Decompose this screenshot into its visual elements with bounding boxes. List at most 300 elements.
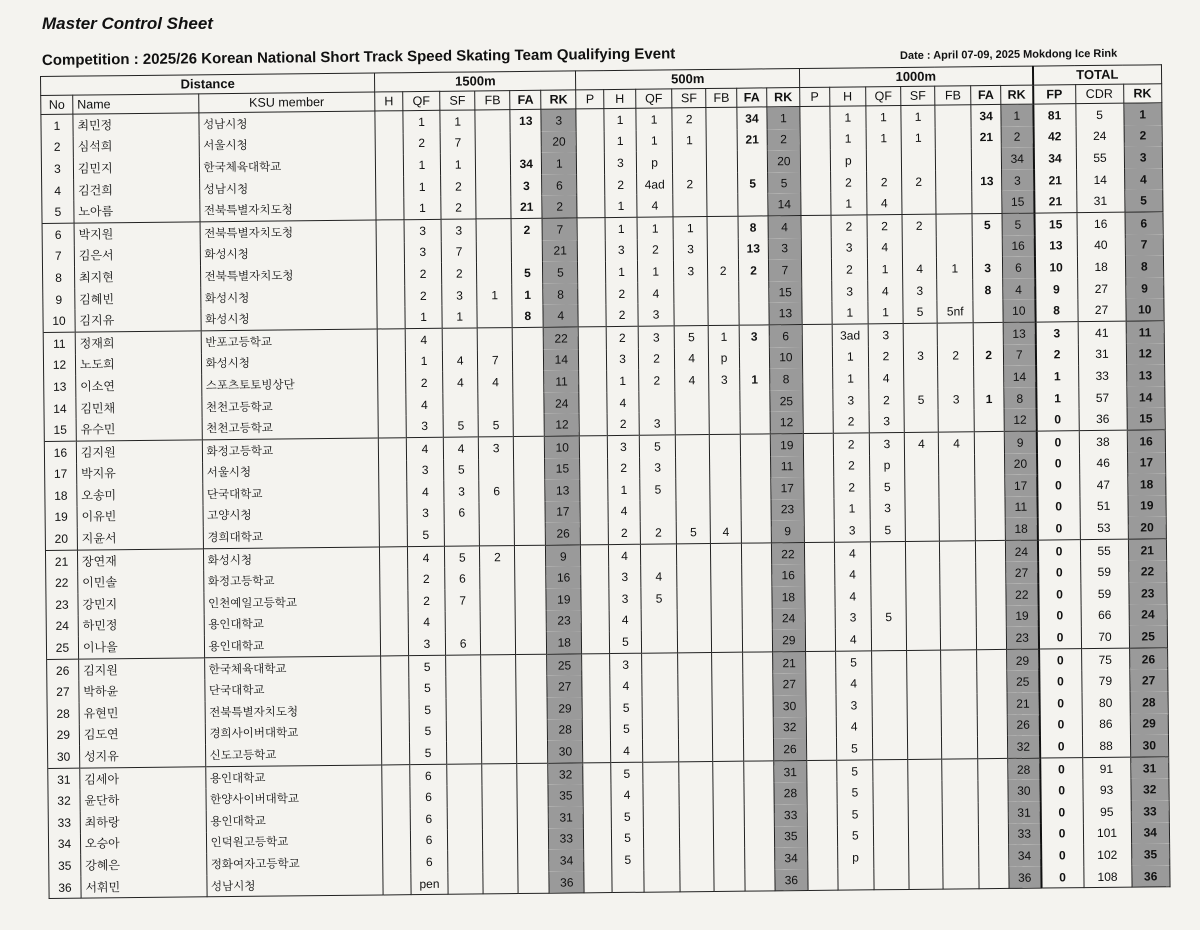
- cell-500-qf: 3: [638, 304, 674, 326]
- cell-ksu-member: 전북특별자치도청: [199, 198, 376, 222]
- cell-1000-sf: [904, 367, 938, 389]
- cell-1000-fa: [979, 823, 1009, 845]
- cell-1000-sf: [909, 867, 943, 889]
- cell-name: 박지유: [76, 462, 202, 485]
- cell-1000-fb: [940, 606, 976, 628]
- cell-1000-fa: [974, 409, 1004, 431]
- cell-500-qf: 2: [640, 522, 676, 544]
- cell-1500-rk: 10: [545, 436, 580, 458]
- cell-1500-sf: [446, 698, 481, 720]
- cell-500-qf: 1: [636, 108, 672, 130]
- cell-1000-p: [800, 172, 830, 194]
- cell-total-fp: 0: [1037, 517, 1080, 540]
- cell-1500-fa: 8: [512, 305, 543, 327]
- cell-500-h: 5: [610, 718, 642, 740]
- cell-total-rk: 6: [1124, 212, 1163, 234]
- cell-500-fa: [740, 434, 770, 456]
- cell-1000-qf: [872, 694, 907, 716]
- cell-500-fb: [713, 739, 744, 761]
- cell-1000-qf: [873, 803, 908, 825]
- cell-1500-h: [380, 590, 408, 612]
- cell-1500-h: [375, 133, 403, 155]
- cell-1000-qf: 2: [866, 171, 901, 193]
- cell-500-sf: 3: [673, 239, 707, 261]
- cell-total-rk: 24: [1129, 604, 1168, 626]
- cell-1000-h: 3: [831, 237, 867, 259]
- cell-500-sf: [678, 674, 712, 696]
- cell-500-rk: 3: [768, 238, 801, 260]
- cell-1000-p: [802, 280, 832, 302]
- cell-500-qf: 3: [639, 457, 675, 479]
- cell-total-fp: 15: [1034, 213, 1077, 236]
- cell-500-fa: 13: [738, 238, 768, 260]
- cell-500-h: 2: [605, 174, 637, 196]
- cell-total-rk: 25: [1129, 625, 1168, 647]
- cell-1000-rk: 6: [1003, 257, 1035, 279]
- cell-500-h: 2: [608, 457, 640, 479]
- cell-1000-sf: [904, 410, 938, 432]
- cell-500-sf: 1: [672, 130, 706, 152]
- cell-1000-rk: 13: [1003, 322, 1035, 344]
- cell-total-rk: 27: [1129, 670, 1168, 692]
- cell-1000-qf: 2: [868, 346, 903, 368]
- cell-1000-p: [801, 215, 831, 237]
- cell-500-sf: 3: [674, 260, 708, 282]
- cell-total-rk: 34: [1131, 822, 1170, 844]
- cell-500-fa: [742, 586, 772, 608]
- cell-1500-fb: [476, 219, 511, 241]
- cell-1000-rk: 15: [1002, 191, 1034, 213]
- cell-1500-qf: 2: [405, 372, 442, 394]
- cell-1000-rk: 7: [1003, 344, 1035, 366]
- cell-1000-h: 2: [833, 455, 869, 477]
- cell-1000-h: p: [830, 150, 866, 172]
- cell-no: 22: [46, 572, 78, 594]
- cell-total-cdr: 38: [1079, 430, 1127, 453]
- cell-1500-sf: [442, 328, 477, 350]
- cell-1500-sf: 2: [442, 263, 477, 285]
- cell-500-h: 2: [606, 283, 638, 305]
- cell-name: 성지유: [79, 745, 205, 768]
- cell-1500-fb: [482, 741, 517, 763]
- cell-500-sf: 5: [674, 325, 708, 347]
- cell-no: 8: [43, 267, 75, 289]
- cell-1500-sf: [448, 851, 483, 873]
- cell-1000-qf: [873, 781, 908, 803]
- cell-1000-h: 4: [835, 629, 871, 651]
- cell-1000-rk: 17: [1005, 475, 1037, 497]
- cell-1500-sf: 6: [444, 502, 479, 524]
- cell-no: 1: [41, 114, 73, 136]
- cell-500-sf: [675, 434, 709, 456]
- cell-1000-fa: [972, 148, 1002, 170]
- cell-1500-qf: 1: [405, 306, 442, 328]
- cell-500-fb: 4: [710, 521, 741, 543]
- cell-1000-fa: [972, 191, 1002, 213]
- cell-1500-sf: [443, 393, 478, 415]
- cell-500-h: 1: [607, 370, 639, 392]
- cell-1500-qf: 3: [407, 502, 444, 524]
- cell-500-sf: [678, 696, 712, 718]
- cell-500-sf: [675, 391, 709, 413]
- cell-1000-fb: [942, 824, 978, 846]
- cell-1500-sf: 1: [440, 110, 475, 132]
- cell-1000-fa: 3: [973, 257, 1003, 279]
- cell-1000-qf: 2: [869, 389, 904, 411]
- cell-1500-h: [383, 873, 411, 895]
- cell-1000-fb: [940, 627, 976, 649]
- col-500-p: P: [576, 90, 604, 109]
- cell-500-qf: [644, 849, 680, 871]
- cell-1000-qf: 5: [870, 519, 905, 541]
- col-1000-h: H: [829, 87, 865, 106]
- cell-500-p: [583, 762, 611, 784]
- cell-1000-p: [800, 106, 830, 128]
- cell-500-p: [583, 740, 611, 762]
- cell-1000-fa: 21: [971, 127, 1001, 149]
- cell-1000-fa: 2: [974, 344, 1004, 366]
- cell-1500-rk: 12: [544, 414, 579, 436]
- cell-1500-fb: [480, 611, 515, 633]
- cell-ksu-member: 단국대학교: [204, 678, 381, 701]
- cell-500-qf: [642, 653, 678, 675]
- cell-1500-h: [376, 176, 404, 198]
- cell-1500-sf: 5: [445, 546, 480, 568]
- cell-1000-rk: 24: [1005, 540, 1037, 562]
- cell-1000-rk: 5: [1002, 213, 1034, 235]
- cell-500-fb: [709, 390, 740, 412]
- cell-1500-fb: [476, 196, 511, 218]
- cell-1000-p: [805, 586, 835, 608]
- cell-500-qf: [643, 762, 679, 784]
- cell-500-rk: 5: [767, 172, 800, 194]
- cell-no: 14: [44, 397, 76, 419]
- cell-total-fp: 0: [1038, 583, 1081, 605]
- cell-1500-sf: 6: [445, 633, 480, 655]
- cell-total-fp: 0: [1037, 474, 1080, 496]
- event-date: Date : April 07-09, 2025 Mokdong Ice Rink: [899, 47, 1118, 62]
- cell-total-rk: 11: [1126, 321, 1165, 343]
- cell-1000-fa: [973, 300, 1003, 322]
- cell-500-sf: 4: [675, 348, 709, 370]
- cell-1000-sf: [906, 563, 940, 585]
- cell-ksu-member: 천천고등학교: [201, 394, 378, 417]
- cell-total-rk: 4: [1124, 168, 1163, 190]
- cell-1500-fb: [481, 654, 516, 676]
- cell-1000-fb: [943, 867, 979, 889]
- cell-1000-p: [804, 477, 834, 499]
- cell-500-fb: [712, 696, 743, 718]
- cell-1500-fa: [514, 458, 545, 480]
- cell-1000-fb: 2: [937, 345, 973, 367]
- cell-1500-fb: [477, 262, 512, 284]
- cell-500-h: 2: [606, 304, 638, 326]
- cell-1500-fb: 4: [478, 371, 513, 393]
- cell-500-fa: [744, 826, 774, 848]
- cell-total-fp: 34: [1033, 147, 1076, 169]
- cell-500-sf: [676, 457, 710, 479]
- cell-1500-qf: 5: [409, 699, 446, 721]
- cell-1500-fb: 2: [480, 545, 515, 567]
- cell-name: 김지유: [75, 309, 201, 332]
- cell-500-fb: [708, 303, 739, 325]
- cell-1500-qf: 4: [407, 481, 444, 503]
- cell-1500-rk: 29: [547, 697, 582, 719]
- cell-1000-fb: [938, 410, 974, 432]
- cell-1500-sf: [447, 807, 482, 829]
- cell-1000-sf: 3: [903, 345, 937, 367]
- cell-1000-h: 3ad: [832, 324, 868, 346]
- cell-1000-fa: [979, 845, 1009, 867]
- cell-500-sf: [679, 783, 713, 805]
- cell-total-rk: 9: [1125, 277, 1164, 299]
- cell-1000-sf: 3: [903, 279, 937, 301]
- cell-500-fb: [712, 630, 743, 652]
- cell-ksu-member: 한양사이버대학교: [205, 787, 382, 810]
- cell-total-rk: 32: [1130, 779, 1169, 801]
- cell-1500-qf: 1: [403, 110, 440, 132]
- col-500-fb: FB: [706, 88, 737, 107]
- cell-name: 이소연: [76, 374, 202, 397]
- cell-1500-rk: 34: [549, 850, 584, 872]
- cell-500-fa: [745, 869, 775, 891]
- cell-1500-h: [377, 285, 405, 307]
- cell-1500-fa: [515, 523, 546, 545]
- cell-500-qf: [642, 718, 678, 740]
- cell-500-h: 1: [608, 479, 640, 501]
- cell-500-p: [580, 479, 608, 501]
- cell-1000-p: [808, 868, 838, 890]
- cell-500-rk: 20: [767, 150, 800, 172]
- cell-ksu-member: 인천예일고등학교: [203, 591, 380, 614]
- cell-ksu-member: 화정고등학교: [202, 438, 379, 462]
- cell-500-rk: 34: [774, 847, 807, 869]
- cell-500-rk: 13: [769, 302, 802, 324]
- cell-1000-fa: [978, 736, 1008, 758]
- cell-500-rk: 4: [768, 216, 801, 238]
- cell-no: 18: [45, 485, 77, 507]
- cell-500-p: [579, 370, 607, 392]
- cell-total-fp: 0: [1040, 801, 1083, 823]
- cell-total-rk: 30: [1130, 734, 1169, 756]
- cell-1500-h: [379, 438, 407, 460]
- cell-name: 오승아: [80, 832, 206, 855]
- cell-total-fp: 0: [1038, 626, 1081, 649]
- cell-500-p: [581, 610, 609, 632]
- cell-total-cdr: 102: [1083, 844, 1131, 866]
- cell-total-rk: 20: [1128, 517, 1167, 539]
- cell-1500-fa: [510, 131, 541, 153]
- cell-ksu-member: 서울시청: [202, 460, 379, 483]
- cell-total-fp: 9: [1035, 278, 1078, 300]
- cell-1000-rk: 4: [1003, 278, 1035, 300]
- cell-1500-h: [382, 764, 410, 786]
- cell-1000-sf: 1: [901, 105, 935, 127]
- cell-total-cdr: 86: [1082, 713, 1130, 735]
- cell-500-h: 5: [611, 827, 643, 849]
- cell-1000-fb: 5nf: [937, 301, 973, 323]
- cell-500-sf: [675, 412, 709, 434]
- cell-1000-fb: [940, 563, 976, 585]
- col-1500-qf: QF: [403, 91, 440, 110]
- cell-500-p: [584, 828, 612, 850]
- cell-500-h: 3: [606, 348, 638, 370]
- cell-500-fa: [741, 521, 771, 543]
- cell-1500-fa: [516, 632, 547, 654]
- cell-1500-rk: 15: [545, 458, 580, 480]
- cell-1000-rk: 21: [1007, 693, 1039, 715]
- cell-1000-p: [803, 368, 833, 390]
- cell-ksu-member: 성남시청: [206, 873, 383, 897]
- cell-name: 하민정: [78, 614, 204, 637]
- cell-500-rk: 2: [767, 129, 800, 151]
- cell-1500-sf: 4: [443, 437, 478, 459]
- cell-1500-fa: [514, 480, 545, 502]
- cell-total-cdr: 14: [1076, 168, 1124, 190]
- cell-1500-qf: 3: [404, 219, 441, 241]
- cell-1000-fa: [978, 758, 1008, 780]
- cell-total-fp: 10: [1034, 256, 1077, 278]
- cell-1500-h: [376, 198, 404, 220]
- cell-1000-p: [808, 847, 838, 869]
- cell-1500-fa: [514, 436, 545, 458]
- cell-1000-h: 5: [836, 760, 872, 782]
- cell-500-h: 4: [611, 740, 643, 762]
- cell-500-fb: [706, 129, 737, 151]
- cell-1000-sf: [908, 803, 942, 825]
- cell-no: 25: [46, 637, 78, 659]
- cell-500-p: [584, 871, 612, 893]
- cell-500-fb: [714, 869, 745, 891]
- cell-1500-fb: [483, 850, 518, 872]
- cell-1000-fb: [938, 366, 974, 388]
- cell-total-cdr: 27: [1078, 299, 1126, 322]
- cell-1500-sf: [448, 872, 483, 894]
- cell-total-cdr: 57: [1078, 386, 1126, 408]
- cell-1500-sf: 5: [444, 459, 479, 481]
- cell-1000-rk: 16: [1002, 235, 1034, 257]
- cell-500-qf: [643, 805, 679, 827]
- col-1000-rk: RK: [1001, 85, 1033, 104]
- cell-500-rk: 10: [769, 347, 802, 369]
- cell-total-cdr: 55: [1076, 147, 1124, 169]
- cell-1500-qf: 2: [405, 285, 442, 307]
- cell-1500-fb: [482, 720, 517, 742]
- cell-1000-h: 4: [836, 716, 872, 738]
- cell-1500-rk: 5: [543, 262, 578, 284]
- cell-500-rk: 33: [774, 804, 807, 826]
- cell-name: 최하랑: [80, 810, 206, 833]
- cell-1000-qf: [871, 585, 906, 607]
- cell-1000-fa: 13: [972, 170, 1002, 192]
- cell-name: 강혜은: [81, 853, 207, 876]
- cell-ksu-member: 화성시청: [200, 242, 377, 265]
- cell-1000-rk: 30: [1008, 780, 1040, 802]
- cell-500-rk: 16: [772, 564, 805, 586]
- cell-500-p: [584, 806, 612, 828]
- cell-1000-sf: [905, 541, 939, 563]
- cell-1500-fa: [518, 807, 549, 829]
- cell-1500-fb: [481, 676, 516, 698]
- cell-500-rk: 23: [771, 499, 804, 521]
- cell-1000-qf: [866, 149, 901, 171]
- cell-1500-fa: 21: [511, 196, 542, 218]
- cell-1500-h: [383, 830, 411, 852]
- cell-1500-fa: [515, 545, 546, 567]
- cell-1000-qf: 2: [867, 214, 902, 236]
- cell-500-h: 1: [604, 108, 636, 130]
- cell-ksu-member: 고양시청: [203, 503, 380, 526]
- cell-500-fa: [737, 151, 767, 173]
- cell-1500-qf: 5: [409, 677, 446, 699]
- cell-1500-sf: [447, 742, 482, 764]
- cell-1000-fa: 5: [972, 213, 1002, 235]
- cell-1500-fb: [479, 459, 514, 481]
- cell-1000-sf: 4: [904, 432, 938, 454]
- cell-500-p: [580, 435, 608, 457]
- cell-1500-h: [376, 220, 404, 242]
- col-500-h: H: [604, 89, 636, 108]
- cell-1000-p: [806, 651, 836, 673]
- cell-500-qf: 4: [641, 566, 677, 588]
- cell-no: 5: [42, 201, 74, 223]
- cell-1000-sf: 2: [902, 214, 936, 236]
- cell-1500-rk: 9: [546, 545, 581, 567]
- cell-500-fa: [738, 194, 768, 216]
- cell-total-cdr: 40: [1077, 234, 1125, 256]
- cell-name: 김은서: [74, 244, 200, 267]
- cell-1500-fb: 6: [479, 480, 514, 502]
- cell-1000-h: 1: [830, 128, 866, 150]
- cell-1500-rk: 28: [547, 719, 582, 741]
- cell-1500-fb: 1: [477, 284, 512, 306]
- cell-1500-fa: [515, 589, 546, 611]
- cell-total-fp: 0: [1036, 408, 1079, 431]
- cell-1500-fb: [476, 153, 511, 175]
- cell-ksu-member: 용인대학교: [204, 612, 381, 635]
- cell-1000-sf: 5: [903, 301, 937, 323]
- cell-1500-sf: 4: [443, 350, 478, 372]
- cell-1500-fb: [476, 175, 511, 197]
- cell-1000-h: 5: [837, 782, 873, 804]
- cell-500-fa: [743, 695, 773, 717]
- cell-1000-p: [806, 695, 836, 717]
- cell-total-rk: 16: [1127, 430, 1166, 452]
- cell-1000-p: [802, 346, 832, 368]
- col-total-rk: RK: [1123, 84, 1162, 103]
- cell-500-h: 2: [606, 326, 638, 348]
- cell-1000-p: [806, 716, 836, 738]
- cell-1500-fb: 7: [478, 350, 513, 372]
- cell-1000-h: 2: [831, 215, 867, 237]
- cell-1000-qf: 4: [867, 192, 902, 214]
- cell-total-fp: 0: [1037, 540, 1080, 563]
- cell-1000-rk: 8: [1004, 387, 1036, 409]
- cell-500-qf: 2: [639, 369, 675, 391]
- cell-total-rk: 33: [1131, 800, 1170, 822]
- cell-500-p: [583, 719, 611, 741]
- cell-500-rk: 18: [772, 586, 805, 608]
- cell-500-fb: [714, 848, 745, 870]
- cell-1500-fa: [513, 371, 544, 393]
- cell-1000-fa: [977, 649, 1007, 671]
- cell-500-qf: 2: [637, 239, 673, 261]
- cell-1000-sf: 5: [904, 388, 938, 410]
- cell-500-fa: [745, 848, 775, 870]
- cell-1000-rk: 11: [1005, 496, 1037, 518]
- cell-ksu-member: 한국체육대학교: [199, 155, 376, 178]
- cell-1000-fb: [937, 323, 973, 345]
